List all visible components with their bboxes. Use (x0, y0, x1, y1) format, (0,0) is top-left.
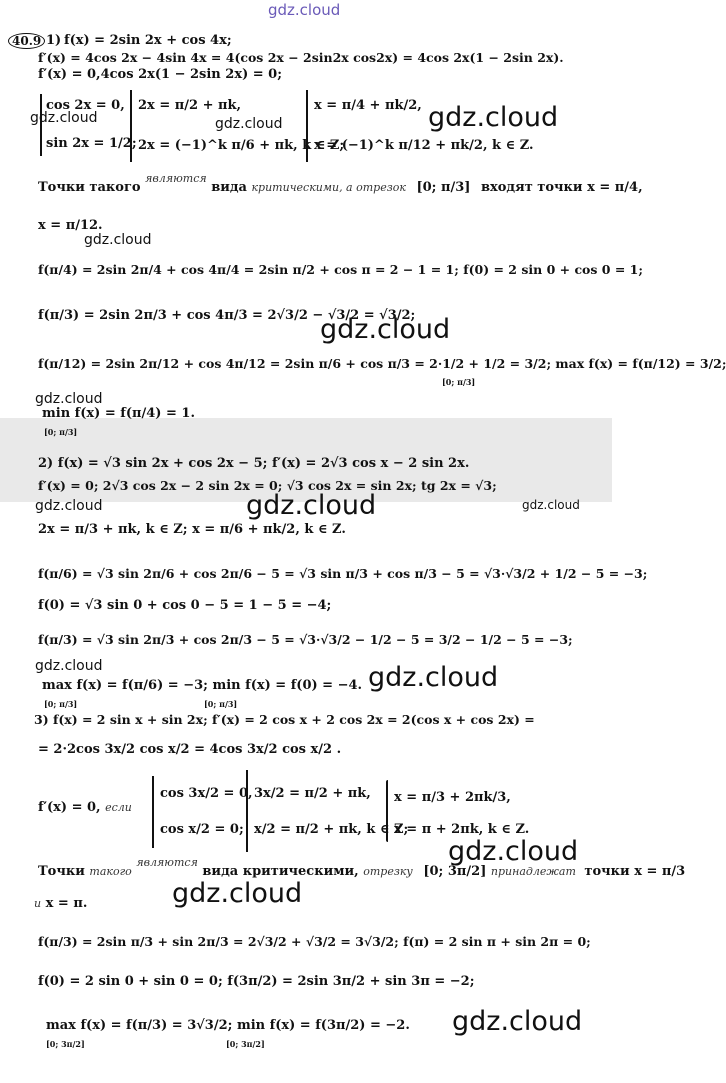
system1-line2: sin 2x = 1/2; (46, 136, 137, 151)
interval-subscript: [0; π/3] (44, 699, 78, 709)
part1-function: f(x) = 2sin 2x + cos 4x; (64, 33, 232, 48)
part2-calc-line1: f(π/6) = √3 sin 2π/6 + cos 2π/6 − 5 = √3 sin π/3 + cos π/3 − 5 = √3·√3/2 + 1/2 − 5 = −3; (38, 566, 648, 581)
watermark-large: gdz.cloud (428, 102, 559, 133)
part3-points-text: Точки такого $^{являются}$ вида критическими, отрезку [0; 3π/2] принадлежат точки x = π/3 (38, 856, 686, 879)
part1-calc-line1: f(π/4) = 2sin 2π/4 + cos 4π/4 = 2sin π/2 + cos π = 2 − 1 = 1; f(0) = 2 sin 0 + cos 0 = 1; (38, 262, 643, 277)
part3-system2-line2: x/2 = π/2 + πk, k ∈ Z; (254, 822, 409, 837)
part3-system3-line1: x = π/3 + 2πk/3, (394, 790, 511, 805)
part1-derivative: f′(x) = 4cos 2x − 4sin 4x = 4(cos 2x − 2sin2x cos2x) = 4cos 2x(1 − 2sin 2x). (38, 50, 564, 65)
points-text-continued: x = π/12. (38, 218, 103, 233)
part3-system1-line1: cos 3x/2 = 0, (160, 786, 253, 801)
watermark-small: gdz.cloud (30, 110, 98, 126)
points-text: Точки такого $^{являются}$ вида критическими, а отрезок [0; π/3] входят точки x = π/4, (38, 172, 643, 195)
part2-solution: 2x = π/3 + πk, k ∈ Z; x = π/6 + πk/2, k ∈ Z. (38, 522, 346, 537)
watermark-small: gdz.cloud (35, 658, 103, 674)
part2-calc-line3: f(π/3) = √3 sin 2π/3 + cos 2π/3 − 5 = √3·√3/2 − 1/2 − 5 = 3/2 − 1/2 − 5 = −3; (38, 632, 573, 647)
interval-subscript: [0; π/3] (442, 377, 476, 387)
part1-calc-line4: min f(x) = f(π/4) = 1. (42, 406, 195, 421)
watermark-large: gdz.cloud (320, 314, 451, 345)
interval-subscript: [0; 3π/2] (46, 1039, 85, 1049)
system1-line1: cos 2x = 0, (46, 98, 125, 113)
part3-system3-line2: x = π + 2πk, k ∈ Z. (394, 822, 530, 837)
part2-equation: f′(x) = 0; 2√3 cos 2x − 2 sin 2x = 0; √3 cos 2x = sin 2x; tg 2x = √3; (38, 478, 497, 493)
part2-function: 2) f(x) = √3 sin 2x + cos 2x − 5; f′(x) = 2√3 cos x − 2 sin 2x. (38, 456, 470, 471)
watermark-large: gdz.cloud (452, 1006, 583, 1037)
watermark-large: gdz.cloud (172, 878, 303, 909)
watermark-large: gdz.cloud (448, 836, 579, 867)
system-bracket (386, 780, 388, 842)
watermark-small: gdz.cloud (35, 391, 103, 407)
interval-subscript: [0; π/3] (44, 427, 78, 437)
part3-calc-line2: f(0) = 2 sin 0 + sin 0 = 0; f(3π/2) = 2sin 3π/2 + sin 3π = −2; (38, 974, 475, 989)
part3-derivative: = 2·2cos 3x/2 cos x/2 = 4cos 3x/2 cos x/2 . (38, 742, 342, 757)
watermark-small: gdz.cloud (215, 116, 283, 132)
part2-calc-line2: f(0) = √3 sin 0 + cos 0 − 5 = 1 − 5 = −4; (38, 598, 332, 613)
part3-system1-line2: cos x/2 = 0; (160, 822, 244, 837)
part1-label: 1) (46, 33, 62, 48)
part3-fprime: f′(x) = 0, если (38, 800, 132, 815)
watermark-small: gdz.cloud (35, 498, 103, 514)
system3-line1: x = π/4 + πk/2, (314, 98, 422, 113)
system-bracket (130, 90, 132, 162)
part3-system2-line1: 3x/2 = π/2 + πk, (254, 786, 371, 801)
task-number: 40.9 (8, 33, 45, 49)
part1-equation: f′(x) = 0,4cos 2x(1 − 2sin 2x) = 0; (38, 67, 283, 82)
watermark-small: gdz.cloud (84, 232, 152, 248)
system2-line2: 2x = (−1)^k π/6 + πk, k ∈ Z; (138, 138, 345, 153)
system-bracket (246, 770, 248, 852)
system-bracket (40, 94, 42, 156)
part1-calc-line3: f(π/12) = 2sin 2π/12 + cos 4π/12 = 2sin π/6 + cos π/3 = 2·1/2 + 1/2 = 3/2; max f(x) = f(π/12) = 3/2; (38, 356, 726, 371)
watermark-large: gdz.cloud (368, 662, 499, 693)
part3-result: max f(x) = f(π/3) = 3√3/2; min f(x) = f(3π/2) = −2. (46, 1018, 410, 1033)
system2-line1: 2x = π/2 + πk, (138, 98, 242, 113)
part3-function: 3) f(x) = 2 sin x + sin 2x; f′(x) = 2 cos x + 2 cos 2x = 2(cos x + cos 2x) = (34, 712, 535, 727)
watermark-large: gdz.cloud (246, 490, 377, 521)
interval-subscript: [0; π/3] (204, 699, 238, 709)
part1-calc-line2: f(π/3) = 2sin 2π/3 + cos 4π/3 = 2√3/2 − √3/2 = √3/2; (38, 308, 416, 323)
system-bracket (306, 90, 308, 162)
system3-line2: x = (−1)^k π/12 + πk/2, k ∈ Z. (314, 138, 534, 153)
part2-result: max f(x) = f(π/6) = −3; min f(x) = f(0) = −4. (42, 678, 363, 693)
watermark-top: gdz.cloud (268, 1, 341, 19)
interval-subscript: [0; 3π/2] (226, 1039, 265, 1049)
part3-points-continued: и x = π. (34, 896, 88, 911)
watermark-small: gdz.cloud (522, 498, 580, 512)
part3-calc-line1: f(π/3) = 2sin π/3 + sin 2π/3 = 2√3/2 + √3/2 = 3√3/2; f(π) = 2 sin π + sin 2π = 0; (38, 934, 591, 949)
system-bracket (152, 776, 154, 848)
